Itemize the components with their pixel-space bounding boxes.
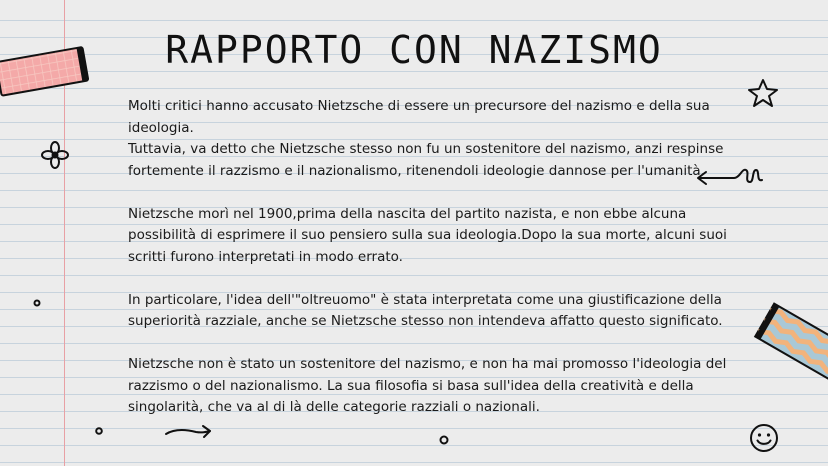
body-text	[128, 96, 728, 440]
dot-doodle-icon	[94, 426, 104, 436]
smiley-icon	[748, 422, 780, 454]
flower-icon	[40, 140, 70, 170]
page-title: RAPPORTO CON NAZISMO	[165, 28, 663, 72]
paragraph-line: Tuttavia, va detto che Nietzsche stesso non fu un sostenitore del nazismo, anzi respinse fortemente il razzismo e il nazionalismo, ritenendoli ideologie dannose per l'umanità.	[128, 141, 724, 179]
paragraph-1	[128, 96, 728, 182]
paragraph-line: Molti critici hanno accusato Nietzsche di essere un precursore del nazismo e della sua ideologia.	[128, 98, 710, 136]
paragraph-2	[128, 204, 728, 269]
paragraph-line: Nietzsche morì nel 1900,prima della nascita del partito nazista, e non ebbe alcuna possibilità di esprimere il suo pensiero sulla sua ideologia.Dopo la sua morte, alcuni suoi scritti furono interpretati in modo errato.	[128, 205, 727, 265]
paragraph-4	[128, 354, 728, 419]
washi-tape-striped-icon	[748, 296, 828, 386]
paragraph-line: Nietzsche non è stato un sostenitore del nazismo, e non ha mai promosso l'ideologia del razzismo o del nazionalismo. La sua filosofia si basa sull'idea della creatività e della singolarità, che va al di là delle categorie razziali o nazionali.	[128, 356, 727, 415]
paragraph-line: In particolare, l'idea dell'"oltreuomo" è stata interpretata come una giustificazione della superiorità razziale, anche se Nietzsche stesso non intendeva affatto questo significato.	[128, 291, 723, 329]
dot-doodle-icon	[32, 298, 42, 308]
paragraph-3	[128, 290, 728, 333]
star-icon	[746, 78, 780, 108]
